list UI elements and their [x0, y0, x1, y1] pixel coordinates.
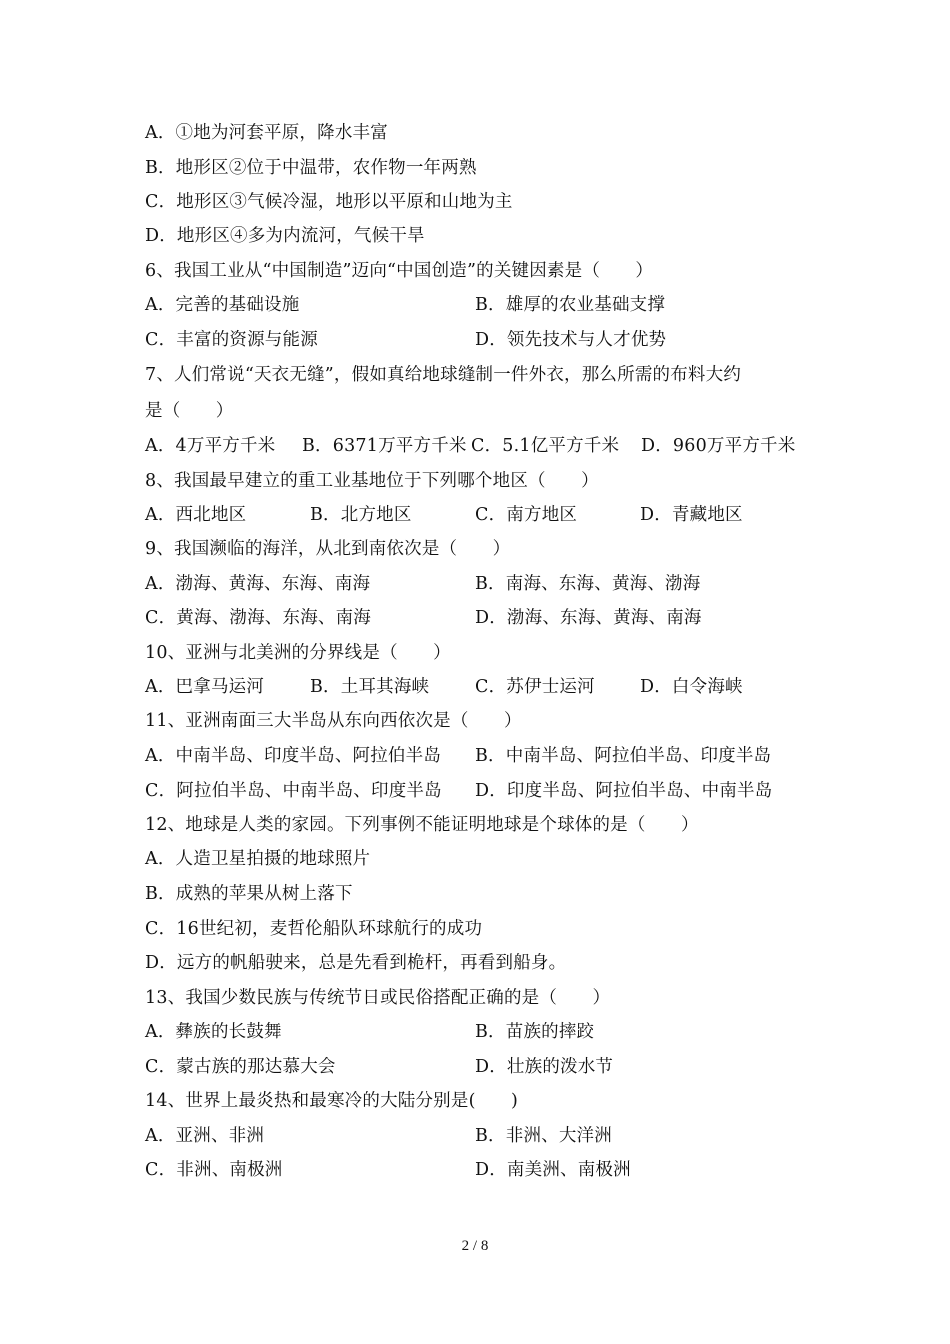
- q9-option-d: D．渤海、东海、黄海、南海: [475, 608, 702, 628]
- q13-option-d: D．壮族的泼水节: [475, 1057, 614, 1077]
- q9-stem: 9、我国濒临的海洋，从北到南依次是（ ）: [145, 539, 511, 559]
- q11-stem: 11、亚洲南面三大半岛从东向西依次是（ ）: [145, 711, 522, 731]
- q6-option-c: C．丰富的资源与能源: [145, 330, 318, 350]
- q14-option-c: C．非洲、南极洲: [145, 1160, 283, 1180]
- q12-option-a: A．人造卫星拍摄的地球照片: [145, 849, 371, 869]
- q7-option-a: A．4万平方千米: [145, 436, 276, 456]
- q10-stem: 10、亚洲与北美洲的分界线是（ ）: [145, 643, 451, 663]
- q12-option-c: C．16世纪初，麦哲伦船队环球航行的成功: [145, 919, 483, 939]
- q7-stem-line-1: 7、人们常说“天衣无缝”，假如真给地球缝制一件外衣，那么所需的布料大约: [145, 365, 742, 385]
- q7-stem-line-2: 是（ ）: [145, 401, 234, 421]
- q5-option-c: C．地形区③气候冷湿，地形以平原和山地为主: [145, 192, 513, 212]
- q14-option-b: B．非洲、大洋洲: [475, 1126, 612, 1146]
- q5-option-d: D．地形区④多为内流河，气候干旱: [145, 226, 425, 246]
- q12-stem: 12、地球是人类的家园。下列事例不能证明地球是个球体的是（ ）: [145, 815, 699, 835]
- q6-option-b: B．雄厚的农业基础支撑: [475, 295, 666, 315]
- q7-option-b: B．6371万平方千米: [302, 436, 467, 456]
- q10-option-d: D．白令海峡: [640, 677, 743, 697]
- q5-option-b: B．地形区②位于中温带，农作物一年两熟: [145, 158, 477, 178]
- q11-option-d: D．印度半岛、阿拉伯半岛、中南半岛: [475, 781, 773, 801]
- q12-option-b: B．成熟的苹果从树上落下: [145, 884, 353, 904]
- q9-option-c: C．黄海、渤海、东海、南海: [145, 608, 371, 628]
- q6-option-a: A．完善的基础设施: [145, 295, 300, 315]
- q8-option-a: A．西北地区: [145, 505, 247, 525]
- q13-option-a: A．彝族的长鼓舞: [145, 1022, 282, 1042]
- q7-option-d: D．960万平方千米: [641, 436, 796, 456]
- q10-option-a: A．巴拿马运河: [145, 677, 265, 697]
- q8-option-d: D．青藏地区: [640, 505, 743, 525]
- q8-stem: 8、我国最早建立的重工业基地位于下列哪个地区（ ）: [145, 471, 599, 491]
- q9-option-a: A．渤海、黄海、东海、南海: [145, 574, 371, 594]
- q7-option-c: C．5.1亿平方千米: [471, 436, 620, 456]
- q13-option-b: B．苗族的摔跤: [475, 1022, 595, 1042]
- q8-option-c: C．南方地区: [475, 505, 578, 525]
- q11-option-b: B．中南半岛、阿拉伯半岛、印度半岛: [475, 746, 772, 766]
- q11-option-a: A．中南半岛、印度半岛、阿拉伯半岛: [145, 746, 442, 766]
- q5-option-a: A．①地为河套平原，降水丰富: [145, 123, 388, 143]
- page-number: 2 / 8: [461, 1238, 489, 1254]
- q13-stem: 13、我国少数民族与传统节日或民俗搭配正确的是（ ）: [145, 988, 611, 1008]
- q10-option-c: C．苏伊士运河: [475, 677, 595, 697]
- q6-stem: 6、我国工业从“中国制造”迈向“中国创造”的关键因素是（ ）: [145, 261, 654, 281]
- q14-option-d: D．南美洲、南极洲: [475, 1160, 631, 1180]
- q14-option-a: A．亚洲、非洲: [145, 1126, 265, 1146]
- q14-stem: 14、世界上最炎热和最寒冷的大陆分别是( ): [145, 1091, 519, 1111]
- q13-option-c: C．蒙古族的那达慕大会: [145, 1057, 336, 1077]
- q8-option-b: B．北方地区: [310, 505, 412, 525]
- q10-option-b: B．土耳其海峡: [310, 677, 430, 697]
- q9-option-b: B．南海、东海、黄海、渤海: [475, 574, 701, 594]
- q11-option-c: C．阿拉伯半岛、中南半岛、印度半岛: [145, 781, 442, 801]
- q12-option-d: D．远方的帆船驶来，总是先看到桅杆，再看到船身。: [145, 953, 567, 973]
- q6-option-d: D．领先技术与人才优势: [475, 330, 667, 350]
